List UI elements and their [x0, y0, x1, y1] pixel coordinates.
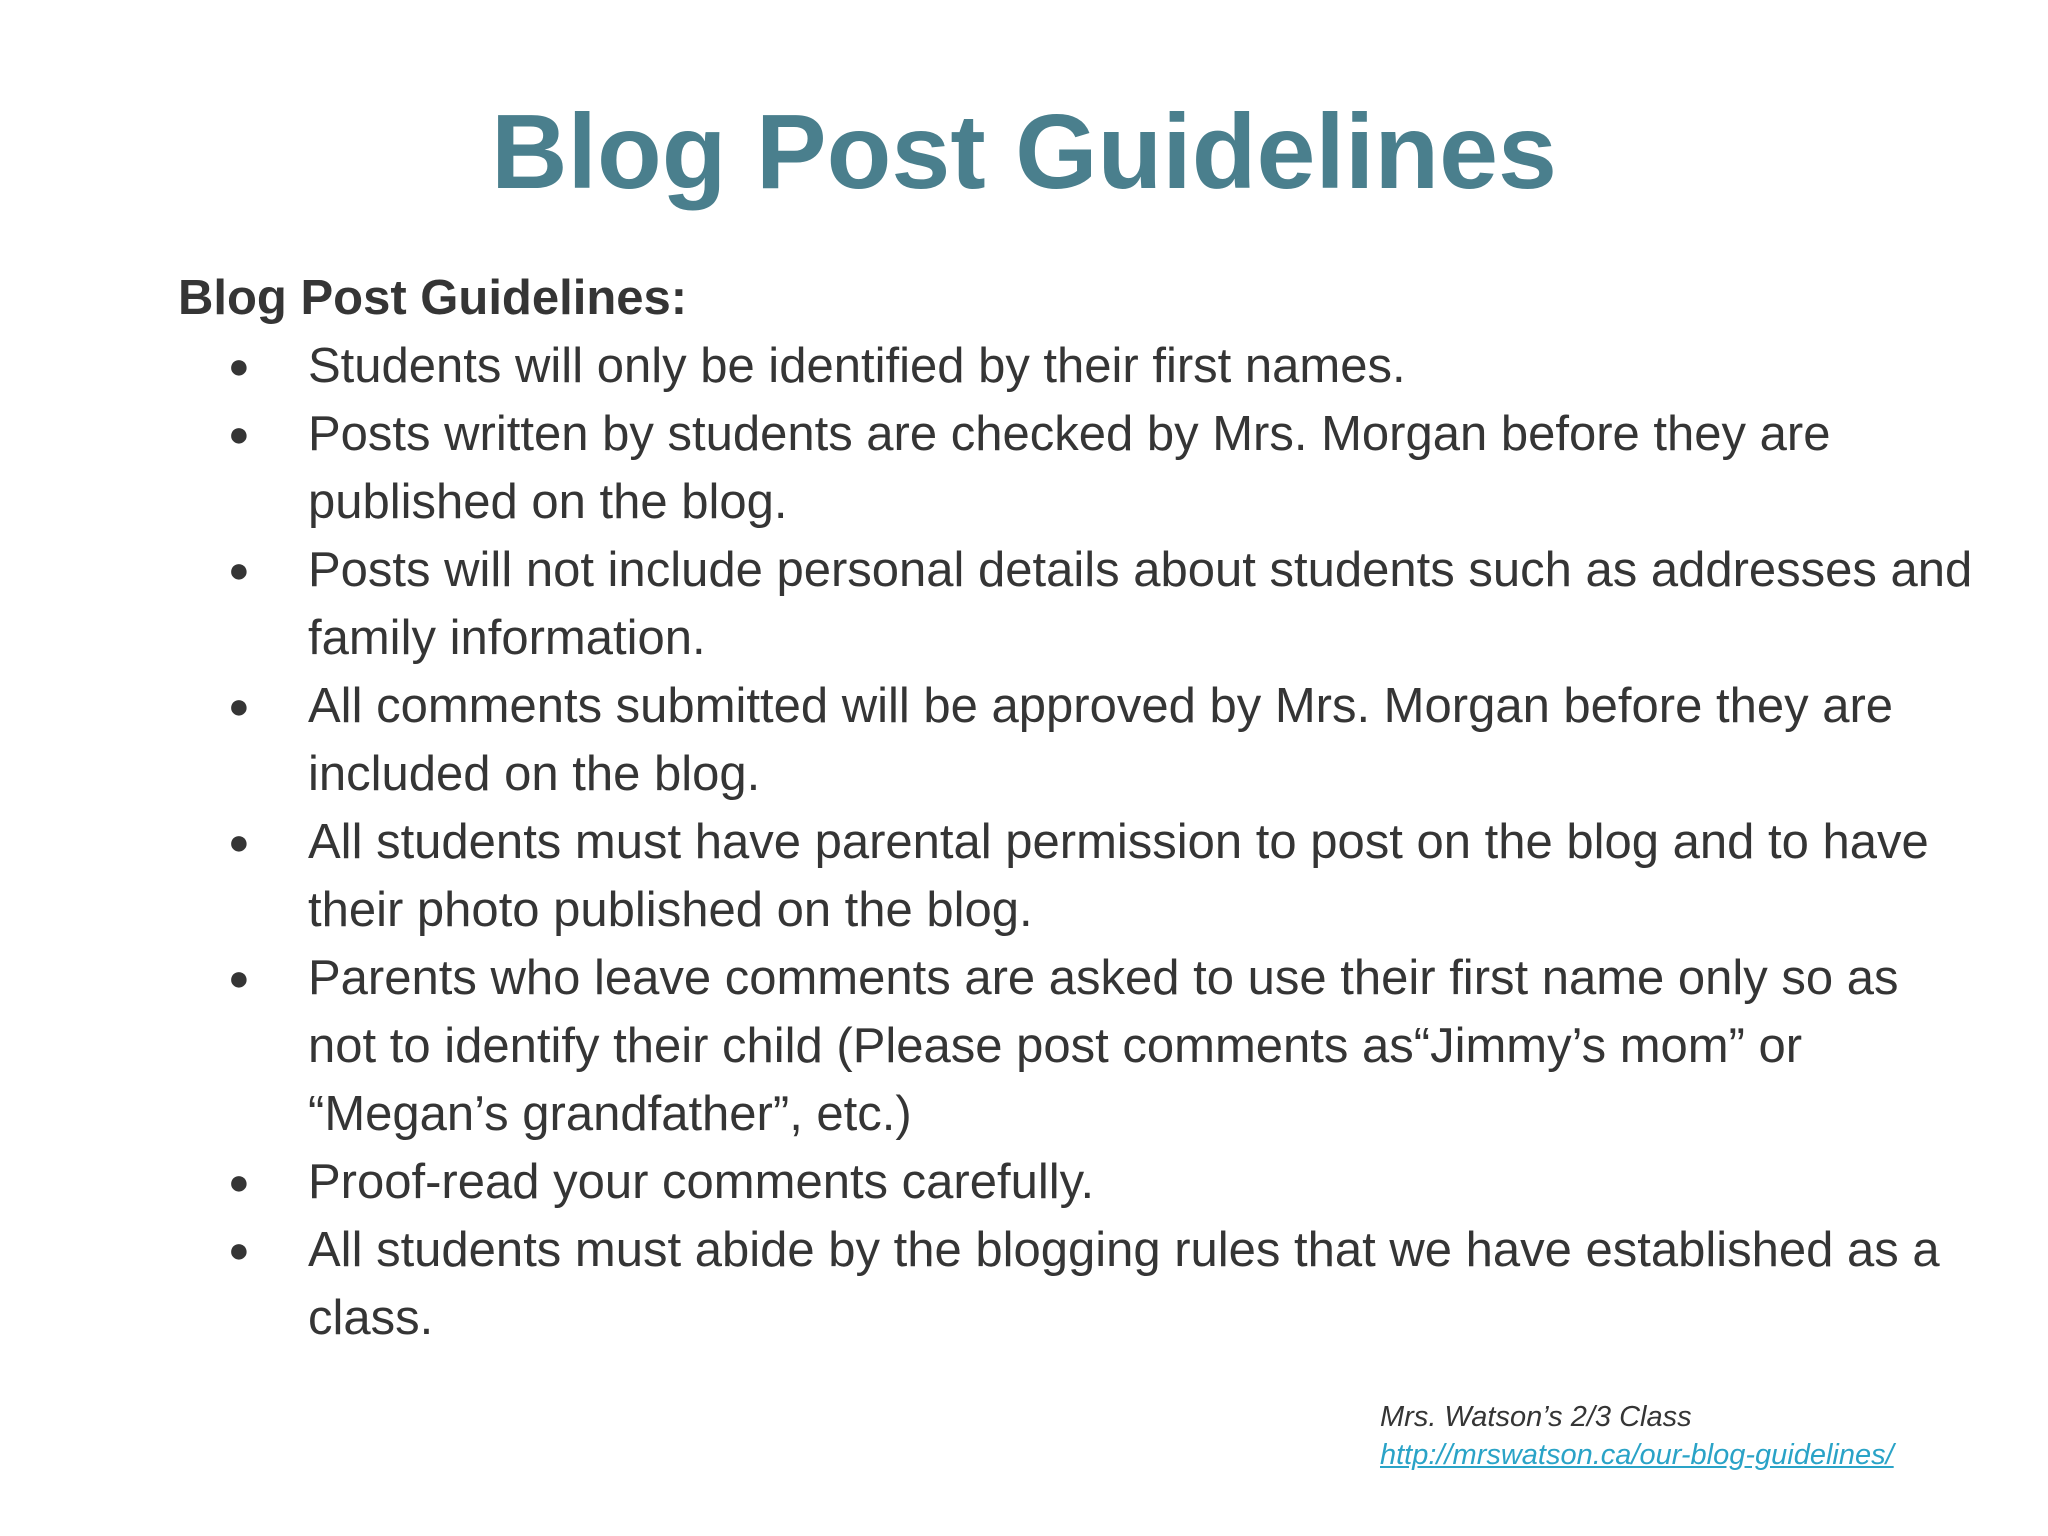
list-item: [178, 808, 1978, 944]
list-item-text: Posts will not include personal details about students such as addresses and family information.: [308, 543, 1973, 665]
bullet-icon: ●: [228, 1229, 250, 1270]
list-item: [178, 672, 1978, 808]
bullet-icon: ●: [228, 957, 250, 998]
list-item-text: Proof-read your comments carefully.: [308, 1155, 1095, 1209]
list-item-text: Posts written by students are checked by Mrs. Morgan before they are published on the blog.: [308, 407, 1831, 529]
guidelines-list: [178, 332, 1978, 1352]
source-link[interactable]: http://mrswatson.ca/our-blog-guidelines/: [1380, 1439, 1894, 1471]
guidelines-heading: Blog Post Guidelines:: [178, 271, 688, 325]
bullet-icon: ●: [228, 413, 250, 454]
list-item: [178, 536, 1978, 672]
slide-body: [178, 264, 1978, 1352]
list-item-text: Parents who leave comments are asked to use their first name only so as not to identify their child (Please post comments as“Jimmy’s mom” or “Megan’s grandfather”, etc.): [308, 951, 1899, 1141]
bullet-icon: ●: [228, 549, 250, 590]
bullet-icon: ●: [228, 1161, 250, 1202]
bullet-icon: ●: [228, 685, 250, 726]
bullet-icon: ●: [228, 345, 250, 386]
list-item: [178, 1148, 1978, 1216]
list-item-text: All students must have parental permission to post on the blog and to have their photo published on the blog.: [308, 815, 1929, 937]
slide-title: Blog Post Guidelines: [490, 93, 1557, 211]
list-item: [178, 1216, 1978, 1352]
list-item: [178, 400, 1978, 536]
list-item-text: All students must abide by the blogging rules that we have established as a class.: [308, 1223, 1940, 1345]
list-item-text: All comments submitted will be approved by Mrs. Morgan before they are included on the blog.: [308, 679, 1894, 801]
source-credit-text: Mrs. Watson’s 2/3 Class: [1380, 1401, 1692, 1433]
list-item: [178, 332, 1978, 400]
list-item-text: Students will only be identified by their first names.: [308, 339, 1406, 393]
bullet-icon: ●: [228, 821, 250, 862]
source-credit: [1380, 1398, 1940, 1474]
list-item: [178, 944, 1978, 1148]
